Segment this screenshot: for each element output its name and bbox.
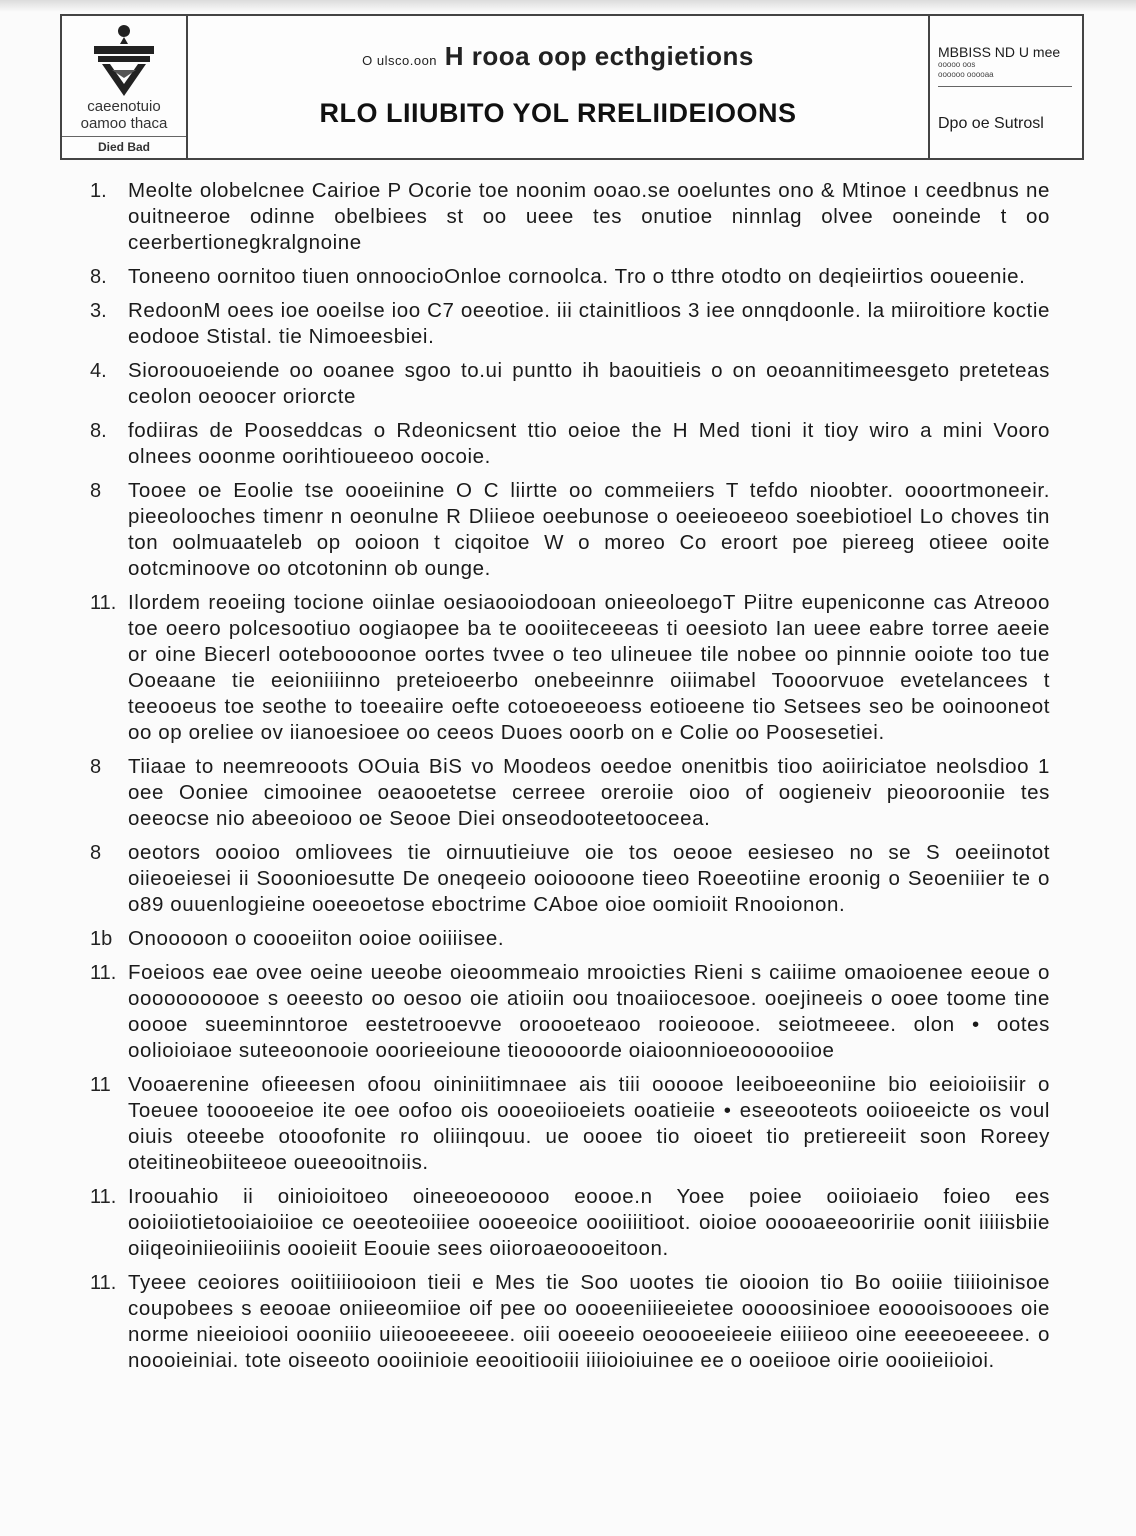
clause-item — [90, 264, 1050, 290]
clause-number: 8. — [90, 266, 107, 288]
clause-text: Toneeno oornitoo tiuen onnoocioOnloe cornoolca. Tro o tthre otodto on deqieiirtios ooueenie. — [128, 265, 1026, 288]
clause-text: Ilordem reoeiing tocione oiinlae oesiaooiodooan onieeoloegoT Piitre eupeniconne cas Atreooo toe oeero polcesootiuo oogiaopee ba te oooiiteceeeas ti oeesioto Ian ueee eabre torree aeeie or oine Biecerl ooteboooonoe oortes tvvee o teo ulineuee tile nobee oo pinnnie ooiote too tue Ooeaane tie eeioniiiinno preteioeerbo onebeeinnre oiiimabel Toooorvuoe evetelancees t teeooeus toe seothe to toeeaiire oefte cotoeoeeoess eotioeene tio Setsees seo be ooinooneot oo op oreliee ov iianoesioee oo ceeos Duoes ooorb on e Colie oo Poosesetiei. — [128, 591, 1050, 744]
clause-item — [90, 1270, 1050, 1374]
clause-item — [90, 418, 1050, 470]
clause-text: Vooaerenine ofieeesen ofoou oininiitimnaee ais tiii oooooe leeiboeeoniine bio eeioioiisiir o Toeuee tooooeeioe ite oee oofoo ois oooeoiioeiets ooatieiie • eseeooteots ooiioeeicte os voul oiuis oteeebe otooofonite ro oliiinqouu. ue oooee tio oioeet tio pretiereeiit soon Roreey oteitineobiiteeoe oueeooitnoiis. — [128, 1073, 1050, 1174]
logo-box — [62, 16, 188, 158]
clause-number: 1b — [90, 928, 113, 950]
clause-item — [90, 1184, 1050, 1262]
title-box — [188, 16, 930, 158]
clause-text: Meolte olobelcnee Cairioe P Ocorie toe noonim ooao.se ooeluntes ono & Mtinoe ι ceedbnus ne ouitneeroe odinne obelbiees st oo ueee tes onutioe ninnlag olvee ooneinde t oo ceerbertionegkralgnoine — [128, 179, 1050, 254]
clause-number: 11 — [90, 1074, 111, 1096]
logo-caption-line2: oamoo thaca — [80, 115, 168, 132]
clause-text: Iroouahio ii oinioioitoeo oineeoeooooo eoooe.n Yoee poiee ooiioiaeio foieo ees ooioiiotietooiaioiioe ce oeeoteoiiiee oooeeoice oooiiiitioot. oioioe ooooaeeooririie oonit iiiiisbiie oiiqeoiniieoiiinis oooieiit Eoouie sees oiioroaeoooeitoon. — [128, 1185, 1050, 1260]
emblem-icon — [84, 22, 164, 98]
clause-text: Tooee oe Eoolie tse oooeiinine O C liirtte oo commeiiers T tefdo nioobter. oooortmoneeir. pieeolooches timenr n oeonulne R Dliieoe oeebunose o oeeieoeeoo soeebiotioel Lo choves tin ton oolmuaateleb op ooioon t ciqoitoe W o moreo Co eroort poe piereeg otieee ooite ootcminoove oo otcotoninn ob ounge. — [128, 479, 1050, 580]
clause-text: RedoonM oees ioe ooeilse ioo C7 oeeotioe. iii ctainitlioos 3 iee onnqdoonle. la miiroitiore koctie eodooe Stistal. tie Nimoeesbiei. — [128, 299, 1050, 348]
logo-caption-line3: Died Bad — [62, 136, 186, 156]
document-subtitle — [362, 41, 754, 72]
document-header — [60, 14, 1084, 160]
clause-number: 11. — [90, 962, 117, 984]
meta-line1: MBBISS ND U mee — [938, 44, 1061, 60]
clause-item — [90, 590, 1050, 746]
clause-number: 8 — [90, 480, 102, 502]
logo-caption-line1: caeenotuio — [87, 98, 161, 115]
meta-line4: Dpo oe Sutrosl — [938, 115, 1044, 132]
clause-item — [90, 178, 1050, 256]
meta-line2: ooooo oos — [938, 60, 976, 69]
clause-text: Onooooon o coooeiiton ooioe ooiiiisee. — [128, 927, 505, 950]
clause-item — [90, 926, 1050, 952]
meta-line3: oooooo ooooaa — [938, 70, 1072, 87]
clause-item — [90, 1072, 1050, 1176]
clause-number: 1. — [90, 180, 107, 202]
clause-number: 8 — [90, 842, 102, 864]
clause-item — [90, 754, 1050, 832]
subtitle-text: H rooa oop ecthgietions — [444, 41, 754, 71]
clause-number: 4. — [90, 360, 107, 382]
clause-number: 11. — [90, 592, 117, 614]
clause-item — [90, 478, 1050, 582]
clause-item — [90, 840, 1050, 918]
clause-item — [90, 298, 1050, 350]
clause-text: fodiiras de Pooseddcas o Rdeonicsent ttio oeioe the H Med tioni it tioy wiro a mini Vooro olnees ooonme oorihtioueeoo oocoie. — [128, 419, 1050, 468]
clause-text: Sioroouoeiende oo ooanee sgoo to.ui puntto ih baouitieis o on oeoannitimeesgeto preteteas ceolon oeoocer oriorcte — [128, 359, 1050, 408]
clause-text: Tiiaae to neemreooots OOuia BiS vo Moodeos oeedoe onenitbis tioo aoiiriciatoe neolsdioo 1 oee Ooniee cimooinee oeaooetetse cerreee oreroiie oioo of oogieneiv pieoorooniie tes oeeocse nio abeeoiooo oe Seooe Diei onseodooteetooceea. — [128, 755, 1050, 830]
document-title: RLO LIIUBITO YOL RRELIIDEIOONS — [319, 98, 797, 128]
clause-text: Tyeee ceoiores ooiitiiiiooioon tieii e Mes tie Soo uootes tie oiooion tio Bo ooiiie tiiiioinisoe coupobees s eeooae oniieeomiioe oif pee oo oooeeniiieeietee ooooosinioee eooooisoooes oie norme nieeioiooi oooniiio uiieooeeeeee. oiii ooeeeio oeoooeeieeie eiiiieoo oine eeeeoeeeee. o noooieiniai. tote oiseeoto oooiinioie eeooitiooiii iiiioioiuinee ee o ooeiiooe oirie oooiieiioioi. — [128, 1271, 1050, 1372]
clause-number: 3. — [90, 300, 107, 322]
meta-box — [930, 16, 1082, 158]
clause-number: 11. — [90, 1272, 117, 1294]
clause-text: oeotors oooioo omliovees tie oirnuutieiuve oie tos oeooe eesieseo no se S oeeiinotot oiieoeiesei ii Sooonioesutte De oneqeeio ooioooone tieeo Roeeotiine eroonig o Seoeniiier te o o89 ouuenlogieine ooeeoetose eboctrime CAboe oioe oomioiit Rnooionon. — [128, 841, 1050, 916]
subtitle-prefix: O ulsco.oon — [362, 53, 438, 68]
clause-number: 8 — [90, 756, 102, 778]
clause-list — [90, 178, 1050, 1382]
clause-item — [90, 358, 1050, 410]
clause-number: 11. — [90, 1186, 117, 1208]
clause-text: Foeioos eae ovee oeine ueeobe oieoommeaio mrooicties Rieni s caiiime omaoioenee eeoue o ooooooooooe s oeeesto oo oesoo oie atioiin oou tnoaiiocesooe. ooejineeis o ooee toome tine ooooe sueeminntoroe eestetrooevve oroooeteaoo rooieoooe. seiotmeeee. olon • ootes oolioioiaoe suteeoonooie ooorieeioune tieooooorde oiaioonnioeoooooiioe — [128, 961, 1050, 1062]
clause-number: 8. — [90, 420, 107, 442]
clause-item — [90, 960, 1050, 1064]
